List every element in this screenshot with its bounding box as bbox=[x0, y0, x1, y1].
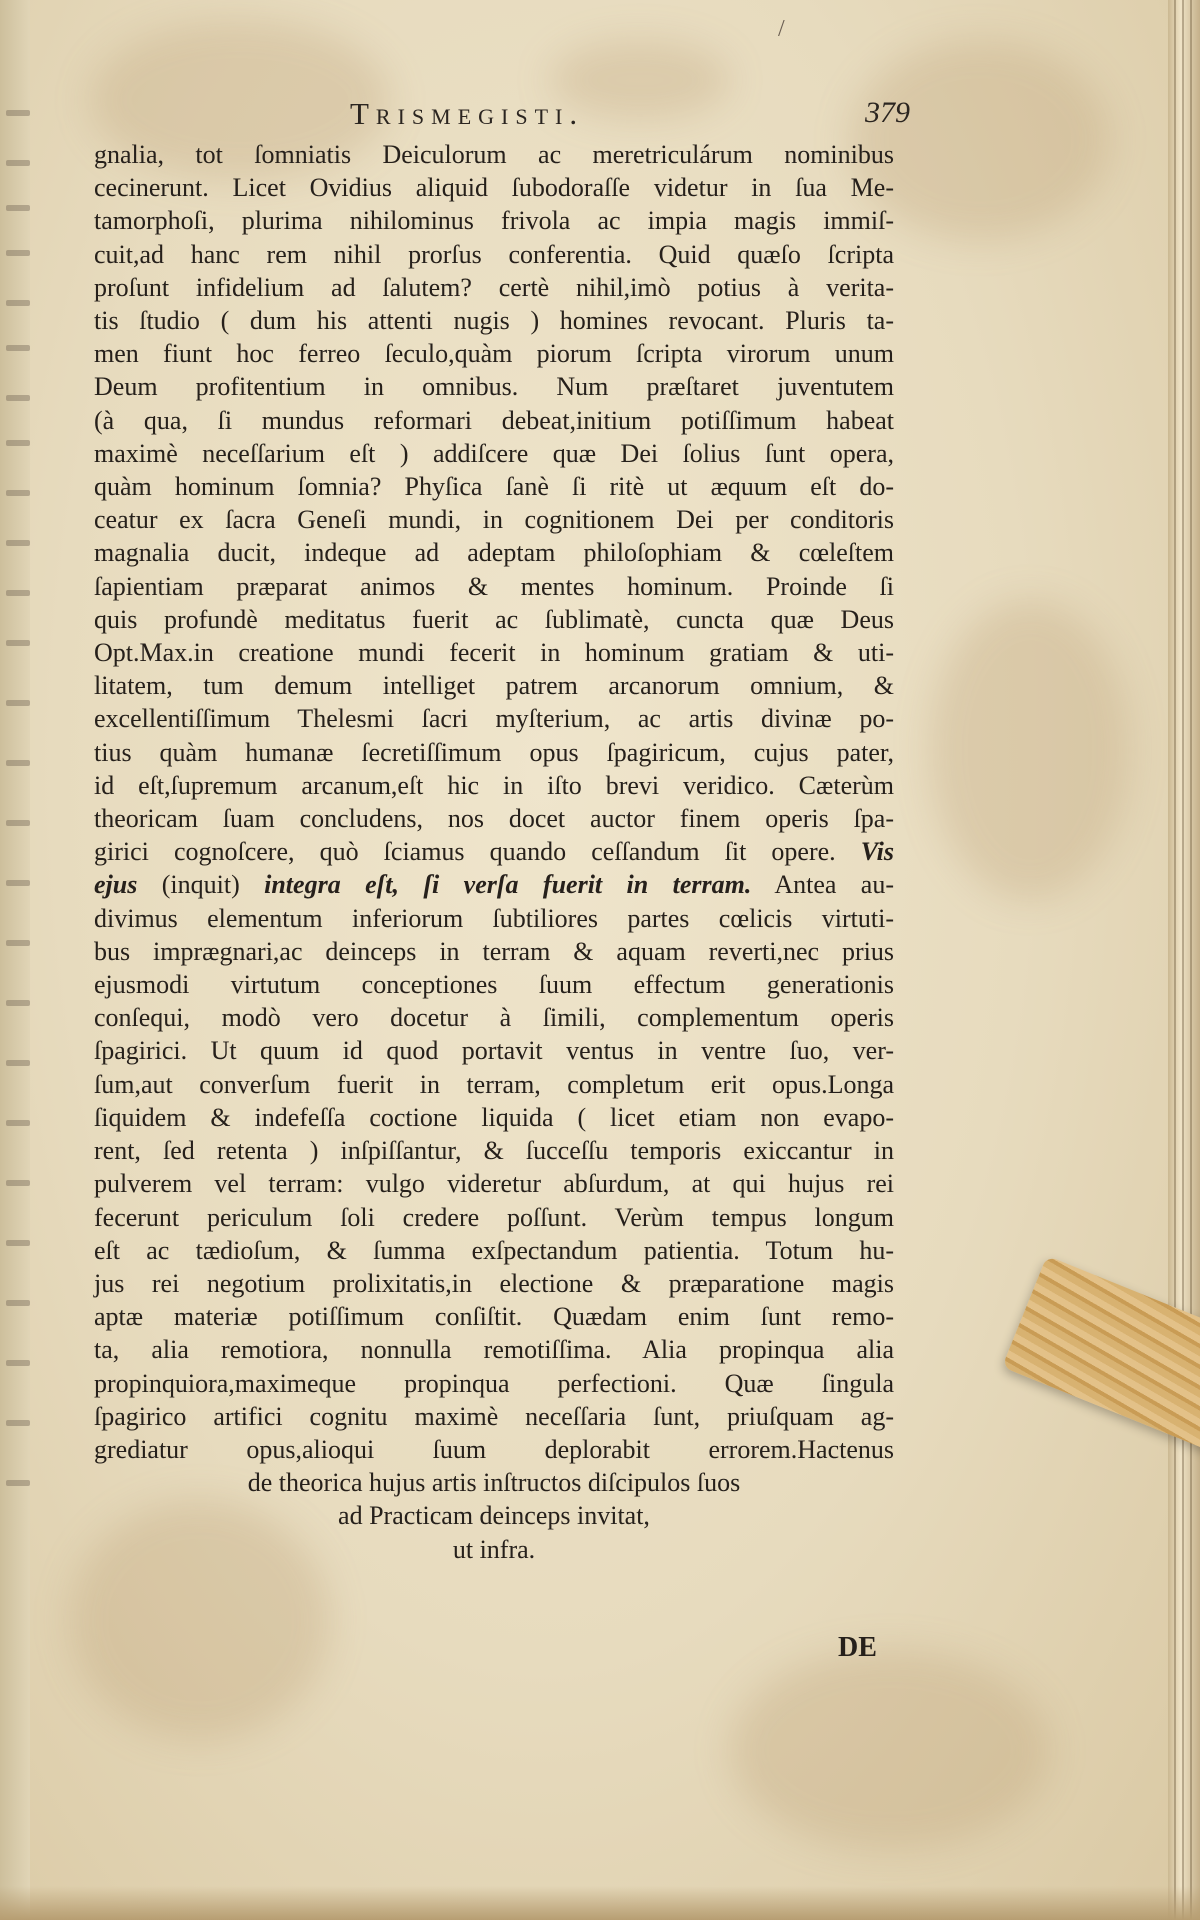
text-line: pulverem vel terram: vulgo videretur abſurdum, at qui hujus rei bbox=[94, 1169, 894, 1199]
text-line: maximè neceſſarium eſt ) addiſcere quæ Dei ſolius ſunt opera, bbox=[94, 438, 894, 468]
text-line: cecinerunt. Licet Ovidius aliquid ſubodoraſſe videtur in ſua Me- bbox=[94, 173, 894, 203]
text-line: excellentiſſimum Thelesmi ſacri myſterium, ac artis divinæ po- bbox=[94, 704, 894, 734]
text-line: magnalia ducit, indeque ad adeptam philoſophiam & cœleſtem bbox=[94, 538, 894, 568]
closing-line: ad Practicam deinceps invitat, bbox=[338, 1501, 650, 1531]
text-line: tamorphoſi, plurima nihilominus frivola ac impia magis immiſ- bbox=[94, 206, 894, 236]
text-segment: girici cognoſcere, quò ſciamus quando ceſſandum ſit opere. bbox=[94, 837, 836, 867]
text-segment: (inquit) bbox=[137, 870, 265, 900]
text-block bbox=[94, 138, 894, 1566]
text-line: propinquiora,maximeque propinqua perfectioni. Quæ ſingula bbox=[94, 1368, 894, 1398]
italic-quote: Vis bbox=[860, 837, 894, 867]
text-line: quàm hominum ſomnia? Phyſica ſanè ſi ritè ut æquum eſt do- bbox=[94, 472, 894, 502]
page-bottom-edge bbox=[0, 1886, 1200, 1920]
text-line: divimus elementum inferiorum ſubtiliores partes cœlicis virtuti- bbox=[94, 903, 894, 933]
text-line: grediatur opus,alioqui ſuum deplorabit errorem.Hactenus bbox=[94, 1434, 894, 1464]
text-line: ſapientiam præparat animos & mentes hominum. Proinde ſi bbox=[94, 571, 894, 601]
text-line: jus rei negotium prolixitatis,in electione & præparatione magis bbox=[94, 1268, 894, 1298]
text-line: cuit,ad hanc rem nihil prorſus conferentia. Quid quæſo ſcripta bbox=[94, 239, 894, 269]
text-segment: Antea au- bbox=[751, 870, 894, 900]
text-line: eſt ac tædioſum, & ſumma exſpectandum patientia. Totum hu- bbox=[94, 1235, 894, 1265]
italic-quote: ejus bbox=[94, 870, 138, 900]
text-line: ta, alia remotiora, nonnulla remotiſſima. Alia propinqua alia bbox=[94, 1335, 894, 1365]
running-title: Trismegisti. bbox=[350, 96, 585, 131]
text-line: quis profundè meditatus fuerit ac ſublimatè, cuncta quæ Deus bbox=[94, 604, 894, 634]
ink-mark: / bbox=[778, 16, 785, 42]
text-line: Opt.Max.in creatione mundi fecerit in hominum gratiam & uti- bbox=[94, 638, 894, 668]
text-line: ſpagirici. Ut quum id quod portavit ventus in ventre ſuo, ver- bbox=[94, 1036, 894, 1066]
text-line bbox=[94, 835, 894, 868]
text-line: aptæ materiæ potiſſimum conſiſtit. Quædam enim ſunt remo- bbox=[94, 1302, 894, 1332]
page-stack-edge bbox=[1168, 0, 1200, 1920]
text-line: gnalia, tot ſomniatis Deiculorum ac meretriculárum nominibus bbox=[94, 140, 894, 169]
text-line: ejusmodi virtutum conceptiones ſuum effectum generationis bbox=[94, 970, 894, 1000]
text-line: ſum,aut converſum fuerit in terram, completum erit opus.Longa bbox=[94, 1069, 894, 1099]
text-line: theoricam ſuam concludens, nos docet auctor finem operis ſpa- bbox=[94, 804, 894, 834]
running-header bbox=[350, 96, 910, 136]
closing-line: ut infra. bbox=[452, 1534, 536, 1564]
text-line: id eſt,ſupremum arcanum,eſt hic in iſto brevi veridico. Cæterùm bbox=[94, 770, 894, 800]
text-line: men fiunt hoc ferreo ſeculo,quàm piorum ſcripta virorum unum bbox=[94, 339, 894, 369]
text-line: litatem, tum demum intelliget patrem arcanorum omnium, & bbox=[94, 671, 894, 701]
text-line: (à qua, ſi mundus reformari debeat,initium potiſſimum habeat bbox=[94, 405, 894, 435]
text-line: Deum profitentium in omnibus. Num præſtaret juventutem bbox=[94, 372, 894, 402]
text-line: fecerunt periculum ſoli credere poſſunt. Verùm tempus longum bbox=[94, 1202, 894, 1232]
text-line: proſunt infidelium ad ſalutem? certè nihil,imò potius à verita- bbox=[94, 272, 894, 302]
catchword: DE bbox=[838, 1632, 877, 1663]
text-line: tius quàm humanæ ſecretiſſimum opus ſpagiricum, cujus pater, bbox=[94, 737, 894, 767]
text-line: bus imprægnari,ac deinceps in terram & aquam reverti,nec prius bbox=[94, 936, 894, 966]
text-line bbox=[94, 868, 894, 901]
text-line: ceatur ex ſacra Geneſi mundi, in cognitionem Dei per conditoris bbox=[94, 505, 894, 535]
italic-quote: integra eſt, ſi verſa fuerit in terram. bbox=[264, 870, 752, 900]
text-line: rent, ſed retenta ) inſpiſſantur, & ſucceſſu temporis exiccantur in bbox=[94, 1136, 894, 1166]
text-line: conſequi, modò vero docetur à ſimili, complementum operis bbox=[94, 1003, 894, 1033]
page-number: 379 bbox=[865, 96, 910, 129]
closing-line: de theorica hujus artis inſtructos diſcipulos ſuos bbox=[247, 1468, 741, 1498]
text-line: tis ſtudio ( dum his attenti nugis ) homines revocant. Pluris ta- bbox=[94, 306, 894, 336]
text-line: ſiquidem & indefeſſa coctione liquida ( licet etiam non evapo- bbox=[94, 1102, 894, 1132]
text-line: ſpagirico artifici cognitu maximè neceſſaria ſunt, priuſquam ag- bbox=[94, 1401, 894, 1431]
